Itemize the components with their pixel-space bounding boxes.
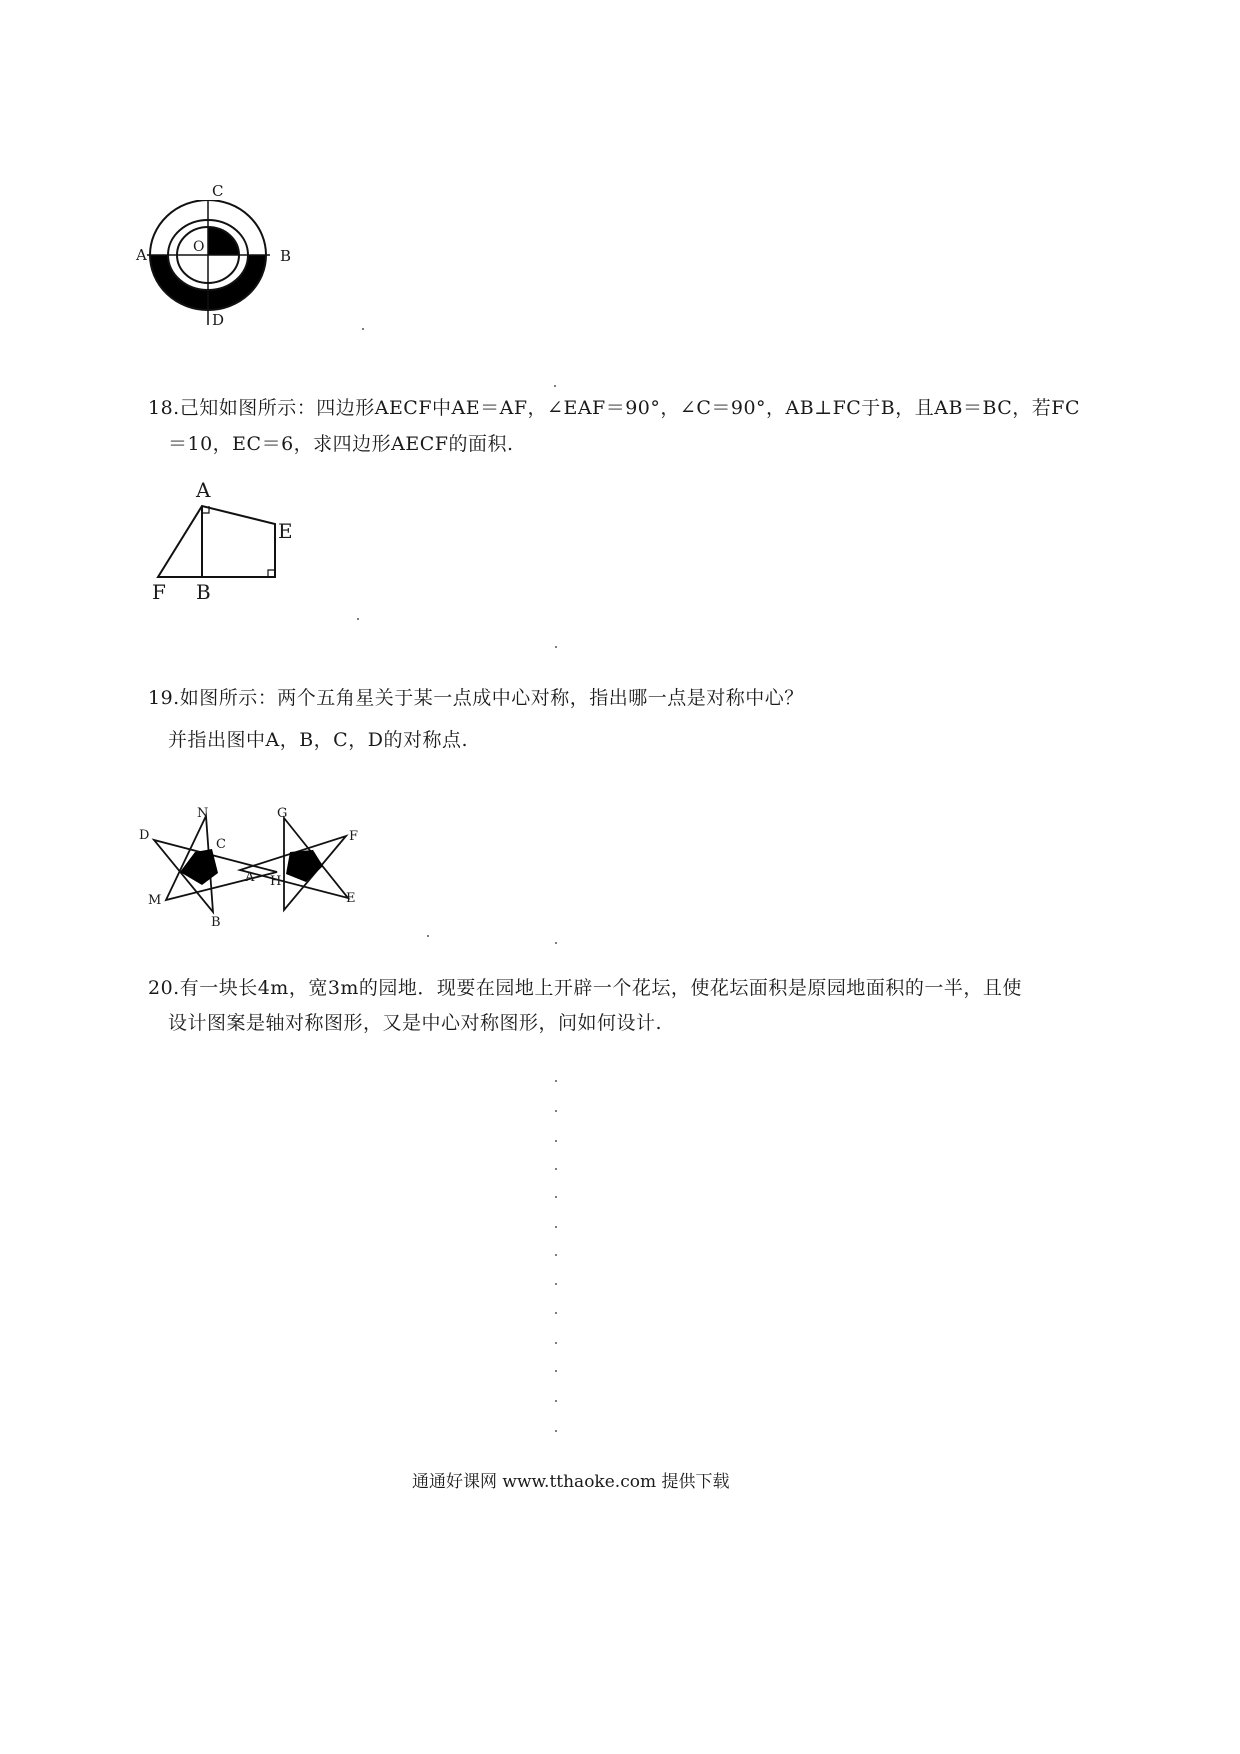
question-19-line2: 并指出图中A，B，C，D的对称点. (168, 729, 468, 751)
label-a: A (196, 478, 211, 502)
question-20-line2: 设计图案是轴对称图形，又是中心对称图形，问如何设计. (168, 1012, 663, 1034)
question-text: 己知如图所示：四边形AECF中AE＝AF，∠EAF＝90°，∠C＝90°，AB⊥FC于B，且AB＝BC，若FC (179, 397, 1081, 419)
label-f: F (152, 580, 166, 604)
label-m: M (148, 893, 162, 908)
scan-dot (555, 1430, 557, 1432)
label-g: G (277, 806, 288, 821)
label-c: C (216, 837, 226, 852)
scan-dot (555, 1254, 557, 1256)
scan-dot (555, 1140, 557, 1142)
question-18-line1 (148, 390, 1080, 426)
scan-dot (555, 1080, 557, 1082)
label-b: B (211, 915, 221, 930)
scan-dot (555, 1312, 557, 1314)
label-a: A (245, 870, 255, 885)
question-number: 18. (148, 397, 180, 419)
label-a: A (136, 246, 147, 264)
scan-dot (555, 1226, 557, 1228)
right-star-center (286, 850, 323, 882)
question-20-line1 (148, 970, 1022, 1006)
question-18-line2: ＝10，EC＝6，求四边形AECF的面积. (168, 433, 514, 455)
label-d: D (139, 828, 150, 843)
label-e: E (278, 519, 293, 543)
label-h: H (270, 874, 282, 889)
quadrilateral-figure (140, 480, 320, 605)
label-b: B (196, 580, 211, 604)
question-text: 如图所示：两个五角星关于某一点成中心对称，指出哪一点是对称中心？ (179, 687, 804, 709)
scan-dot (555, 1342, 557, 1344)
label-n: N (197, 806, 209, 821)
scan-dot (555, 1110, 557, 1112)
scan-dot (555, 942, 557, 944)
question-19-line1 (148, 680, 804, 716)
concentric-circles-figure (135, 200, 310, 370)
scan-dot (555, 1283, 557, 1285)
page-footer: 通通好课网 www.tthaoke.com 提供下载 (412, 1472, 730, 1492)
label-b: B (280, 247, 292, 265)
question-number: 20. (148, 977, 180, 999)
scan-dot (427, 935, 429, 937)
two-stars-figure (140, 800, 380, 925)
scan-dot (555, 1168, 557, 1170)
scan-dot (555, 646, 557, 648)
label-d: D (212, 311, 225, 329)
label-f: F (349, 829, 359, 844)
scan-dot (555, 1370, 557, 1372)
scan-dot (554, 385, 556, 387)
question-text: 有一块长4m，宽3m的园地．现要在园地上开辟一个花坛，使花坛面积是原园地面积的一半，且使 (179, 977, 1022, 999)
label-e: E (346, 891, 356, 906)
question-number: 19. (148, 687, 180, 709)
label-c: C (212, 182, 224, 200)
scan-dot (362, 328, 364, 330)
right-angle-mark-c (268, 570, 275, 577)
scan-dot (555, 1196, 557, 1198)
label-o: O (193, 239, 205, 255)
scan-dot (555, 1400, 557, 1402)
scan-dot (357, 618, 359, 620)
